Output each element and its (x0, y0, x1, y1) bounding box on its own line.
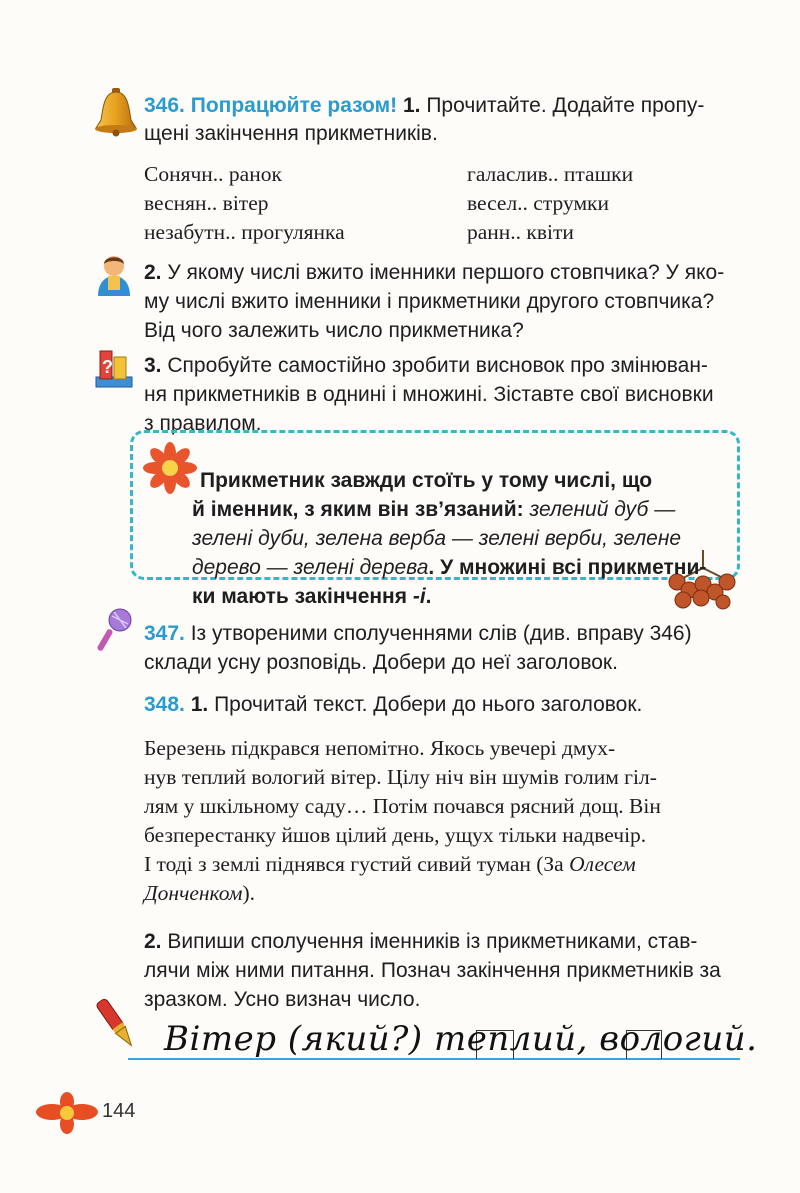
rule-body (192, 495, 727, 611)
word-item: Сонячн.. ранок (144, 162, 282, 186)
rule-bold: й іменник, з яким він зв’язаний: (192, 498, 524, 521)
books-icon (92, 347, 136, 393)
text-line: Березень підкрався непомітно. Якось увечері дмух- (144, 736, 616, 760)
ex348-text (144, 734, 742, 908)
word-item: ранн.. квіти (467, 220, 574, 244)
rule-line: Прикметник завжди стоїть у тому числі, що (200, 469, 653, 492)
ex347 (144, 619, 692, 677)
fountain-pen-icon (92, 996, 142, 1054)
ex346-line2: щені закінчення прикметників. (144, 122, 438, 145)
text-line: му числі вжито іменники і прикметники другого стовпчика? (144, 290, 715, 313)
text-line: ня прикметників в однині і множині. Зіставте свої висновки (144, 383, 714, 406)
microphone-icon (96, 606, 136, 652)
word-item: незабутн.. прогулянка (144, 220, 345, 244)
rule-example: дерево — зелені дерева (192, 556, 429, 579)
footer-flower-icon (36, 1092, 98, 1134)
author-surname: Донченком (144, 881, 243, 905)
text-line: нув теплий вологий вітер. Цілу ніч він шумів голим гіл- (144, 765, 657, 789)
words-left-column (144, 160, 345, 247)
text-line: склади усну розповідь. Добери до неї заголовок. (144, 651, 618, 674)
person-icon (94, 252, 134, 296)
text-close: ). (242, 881, 255, 905)
rule-text (200, 466, 720, 495)
text-line: безперестанку йшов цілий день, ущух тільки надвечір. (144, 823, 647, 847)
page-number: 144 (102, 1100, 136, 1122)
ex348-heading (144, 690, 642, 719)
svg-text:?: ? (102, 357, 113, 377)
flower-icon (143, 442, 197, 494)
ex346-step3-number: 3. (144, 354, 162, 377)
ex346-step2-number: 2. (144, 261, 162, 284)
words-right-column (467, 160, 633, 247)
ex346-step1-number: 1. (402, 94, 421, 117)
text-line: І тоді з землі піднявся густий сивий туман (За (144, 852, 570, 876)
ex346-step3 (144, 351, 714, 438)
rule-ending: -і (412, 585, 426, 608)
ex348-step1-text: Прочитай текст. Добери до нього заголовок. (208, 693, 643, 716)
ex348-number: 348. (144, 693, 185, 716)
handwritten-sample: Вітер (який?) теплий, вологий. (164, 1019, 758, 1059)
text-line: лям у шкільному саду… Потім почався рясний дощ. Він (144, 794, 661, 818)
ex347-number: 347. (144, 622, 185, 645)
text-line: зразком. Усно визнач число. (144, 988, 421, 1011)
bell-icon (92, 86, 140, 138)
ex348-step1-number: 1. (190, 693, 209, 716)
text-line: Спробуйте самостійно зробити висновок про змінюван- (161, 354, 708, 377)
ex346-number: 346. (144, 94, 185, 117)
word-item: галаслив.. пташки (467, 162, 634, 186)
ex348-step2 (144, 927, 721, 1014)
rule-bold: ки мають закінчення (192, 585, 413, 608)
rule-bold: . У множині всі прикметни- (428, 556, 707, 579)
ex346-step1-text: Прочитайте. Додайте пропу- (420, 94, 705, 117)
ex346-title: Попрацюйте разом! (190, 94, 398, 117)
rule-example: зелений дуб — (523, 498, 676, 521)
text-line: Випиши сполучення іменників із прикметниками, став- (161, 930, 698, 953)
rule-dot: . (425, 585, 432, 608)
ex346-line1 (144, 91, 744, 120)
author-name: Олесем (569, 852, 636, 876)
word-item: веснян.. вітер (144, 191, 269, 215)
text-line: Від чого залежить число прикметника? (144, 319, 524, 342)
text-line: У якому числі вжито іменники першого стовпчика? У яко- (161, 261, 725, 284)
text-line: Із утвореними сполученнями слів (див. вправу 346) (184, 622, 692, 645)
rule-example: зелені дуби, зелена верба — зелені верби, зелене (192, 527, 682, 550)
text-line: з правилом. (144, 412, 262, 435)
text-line: лячи між ними питання. Познач закінчення прикметників за (144, 959, 721, 982)
ex346-step2 (144, 258, 724, 345)
ex348-step2-number: 2. (144, 930, 162, 953)
word-item: весел.. струмки (467, 191, 609, 215)
